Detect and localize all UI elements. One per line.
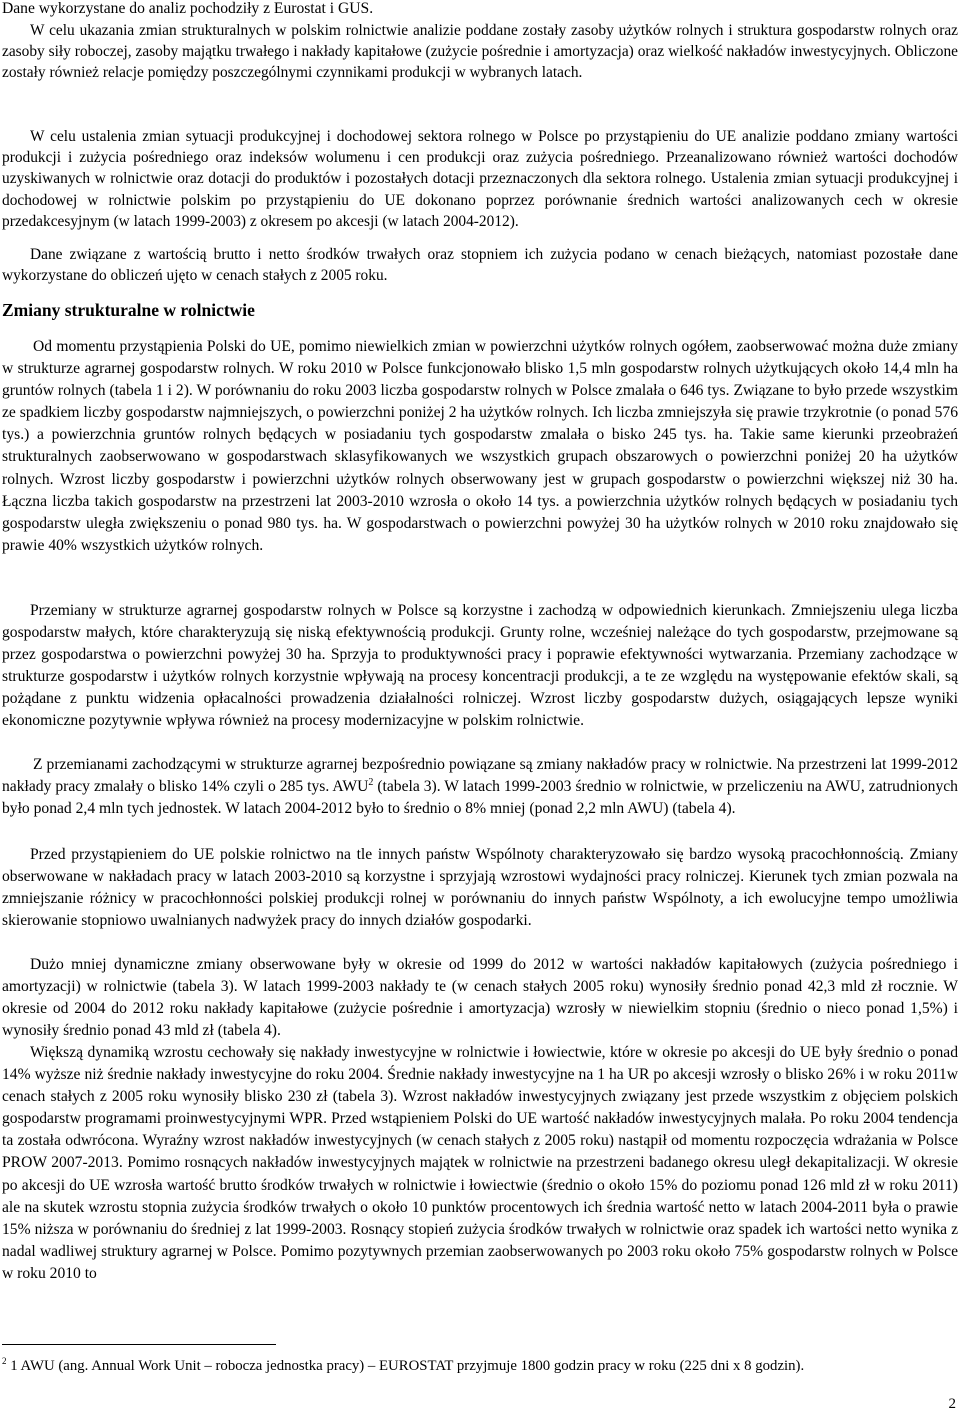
paragraph-structural-changes: Przemiany w strukturze agrarnej gospodarstw rolnych w Polsce są korzystne i zachodzą w odpowiednich kierunkach. Zmniejszeniu ulega liczba gospodarstw małych, które charakteryzują się niską efektywnością produkcji. Grunty rolne, wcześniej należące do tych gospodarstw, przejmowane są przez gospodarstwa o powierzchni powyżej 30 ha. Sprzyja to produktywności pracy i poprawie efektywności wytwarzania. Przemiany zachodzące w strukturze gospodarstw i użytków rolnych korzystnie wpływają na procesy koncentracji produkcji, a te ze względu na występowanie efektów skali, są pożądane z punktu widzenia opłacalności prowadzenia działalności rolniczej. Wzrost liczby gospodarstw dużych, osiągających lepsze wyniki ekonomiczne pozytywnie wpływa również na procesy modernizacyjne w polskim rolnictwie. [2,602,958,730]
paragraph-investment: Większą dynamiką wzrostu cechowały się nakłady inwestycyjne w rolnictwie i łowiectwie, które w okresie po akcesji do UE były średnio o ponad 14% wyższe niż średnie nakłady inwestycyjne do roku 2004. Średnie nakłady inwestycyjne na 1 ha UR po akcesji wzrosły o blisko 26% i w roku 2011w cenach stałych z 2005 roku wynosiły blisko 230 zł (tabela 3). Wzrost nakładów inwestycyjnych związany jest przede wszystkim z objęciem polskich gospodarstw programami proinwestycyjnymi WPR. Przed wstąpieniem Polski do UE wartość nakładów inwestycyjnych malała. Po roku 2004 tendencja ta została odwrócona. Wyraźny wzrost nakładów inwestycyjnych (w cenach stałych z 2005 roku) nastąpił od momentu rozpoczęcia wdrażania w Polsce PROW 2007-2013. Pomimo rosnących nakładów inwestycyjnych majątek w rolnictwie na przestrzeni badanego okresu uległ dekapitalizacji. W okresie po akcesji do UE wzrosła wartość brutto środków trwałych w rolnictwie i łowiectwie (średnio o około 15% do poziomu ponad 126 mld zł w roku 2011) ale na skutek wzrostu stopnia zużycia środków trwałych o około 10 punktów procentowych ich średnia wartość netto w latach 2004-2011 była o prawie 15% niższa w porównaniu do średniej z lat 1999-2003. Rosnący stopień zużycia środków trwałych w rolnictwie oraz spadek ich wartości netto wynika z nadal wadliwej struktury agrarnej w Polsce. Pomimo pozytywnych przemian zaobserwowanych po 2003 roku około 75% gospodarstw rolnych w Polsce w roku 2010 to [2,1044,958,1282]
paragraph-labour-intensity: Przed przystąpieniem do UE polskie rolnictwo na tle innych państw Wspólnoty charakteryzowało się bardzo wysoką pracochłonnością. Zmiany obserwowane w nakładach pracy w latach 2003-2010 są korzystne i sprzyjają wzrostowi wydajności pracy rolniczej. Kierunek tych zmian pozwala na zmniejszanie różnicy w pracochłonności polskiej produkcji rolnej w porównaniu do innych państw Wspólnoty, a ich ewolucyjne tempo umożliwia skierowanie stopniowo uwalnianych nadwyżek pracy do innych działów gospodarki. [2,846,958,930]
footnote [2,1356,958,1377]
footnote-reference: 2 [368,776,374,788]
page-number: 2 [948,1396,956,1412]
document-page [2,0,958,1420]
footnote-marker: 2 [2,1356,7,1367]
footnote-text: 1 AWU (ang. Annual Work Unit – robocza jednostka pracy) – EUROSTAT przyjmuje 1800 godzin pracy w roku (225 dni x 8 godzin). [6,1358,805,1374]
paragraph-agrarian-structure: Od momentu przystąpienia Polski do UE, pomimo niewielkich zmian w powierzchni użytków rolnych ogółem, zaobserwować można duże zmiany w strukturze agrarnej gospodarstw rolnych. W roku 2010 w Polsce funkcjonowało blisko 1,5 mln gospodarstw rolnych użytkujących około 14,4 mln ha gruntów rolnych (tabela 1 i 2). W porównaniu do roku 2003 liczba gospodarstw rolnych w Polsce zmalała o 646 tys. Związane to było przede wszystkim ze spadkiem liczby gospodarstw najmniejszych, o powierzchni poniżej 2 ha użytków rolnych. Ich liczba zmniejszyła się prawie trzykrotnie (o ponad 576 tys.) a powierzchnia gruntów rolnych będących w posiadaniu tych gospodarstw zmalała o bisko 245 tys. ha. Takie same kierunki przeobrażeń strukturalnych zaobserwowano w gospodarstwach sklasyfikowanych we wszystkich grupach obszarowych o powierzchni poniżej 20 ha użytków rolnych. Wzrost liczby gospodarstw i powierzchni użytków rolnych obserwowany jest w grupach gospodarstw o powierzchni większej niż 30 ha. Łączna liczba takich gospodarstw na przestrzeni lat 2003-2010 wzrosła o około 14 tys. a powierzchnia użytków rolnych będących w posiadaniu tych gospodarstw uległa zwiększeniu o ponad 980 tys. ha. W gospodarstwach o powierzchni powyżej 30 ha użytków rolnych w 2010 roku znajdowało się prawie 40% wszystkich użytków rolnych. [2,338,958,554]
paragraph-structural-analysis: W celu ukazania zmian strukturalnych w polskim rolnictwie analizie poddane zostały zasoby użytków rolnych i struktura gospodarstw rolnych oraz zasoby siły roboczej, zasoby majątku trwałego i nakłady kapitałowe (zużycie pośrednie i amortyzacja) oraz wielkość nakładów inwestycyjnych. Obliczone zostały również relacje pomiędzy poszczególnymi czynnikami produkcji w wybranych latach. [2,22,958,82]
paragraph-capital-inputs: Dużo mniej dynamiczne zmiany obserwowane były w okresie od 1999 do 2012 w wartości nakładów kapitałowych (zużycia pośredniego i amortyzacji) w rolnictwie (tabela 3). W latach 1999-2003 nakłady te (w cenach stałych 2005 roku) wynosiły średnio ponad 42,3 mld zł rocznie. W okresie od 2004 do 2012 roku nakłady kapitałowe (zużycie pośrednie i amortyzacja) wzrosły w niewielkim stopniu (średnio o nieco ponad 1,5%) i wynosiły średnio ponad 43 mld zł (tabela 4). [2,956,958,1040]
section-heading: Zmiany strukturalne w rolnictwie [2,300,255,320]
footnote-separator [2,1344,276,1345]
labour-text-2: (tabela 3). W latach 1999-2003 średnio w rolnictwie, w przeliczeniu na AWU, zatrudnionych było ponad 2,4 mln tych jednostek. W latach 2004-2012 było to średnio o 8% mniej (ponad 2,2 mln AWU) (tabela 4). [2,778,958,818]
paragraph-production-analysis: W celu ustalenia zmian sytuacji produkcyjnej i dochodowej sektora rolnego w Polsce po przystąpieniu do UE analizie poddano zmiany wartości produkcji i zużycia pośredniego oraz indeksów wolumenu i cen produkcji oraz zużycia pośredniego. Przeanalizowano również wartości dochodów uzyskiwanych w rolnictwie oraz dotacji do produktów i pozostałych dotacji przeznaczonych dla sektora rolnego. Ustalenia zmian sytuacji produkcyjnej i dochodowej w rolnictwie polskim po przystąpieniu do UE dokonano poprzez porównanie średnich wartości analizowanych cech w okresie przedakcesyjnym (w latach 1999-2003) z okresem po akcesji (w latach 2004-2012). [2,128,958,230]
paragraph-labour-inputs [2,754,958,820]
sources-line: Dane wykorzystane do analiz pochodziły z Eurostat i GUS. [2,0,374,17]
paragraph-prices: Dane związane z wartością brutto i netto środków trwałych oraz stopniem ich zużycia podano w cenach bieżących, natomiast pozostałe dane wykorzystane do obliczeń ujęto w cenach stałych z 2005 roku. [2,246,958,285]
labour-text-1: Z przemianami zachodzącymi w strukturze agrarnej bezpośrednio powiązane są zmiany nakładów pracy w rolnictwie. Na przestrzeni lat 1999-2012 nakłady pracy zmalały o blisko 14% czyli o 285 tys. AWU [2,756,958,796]
